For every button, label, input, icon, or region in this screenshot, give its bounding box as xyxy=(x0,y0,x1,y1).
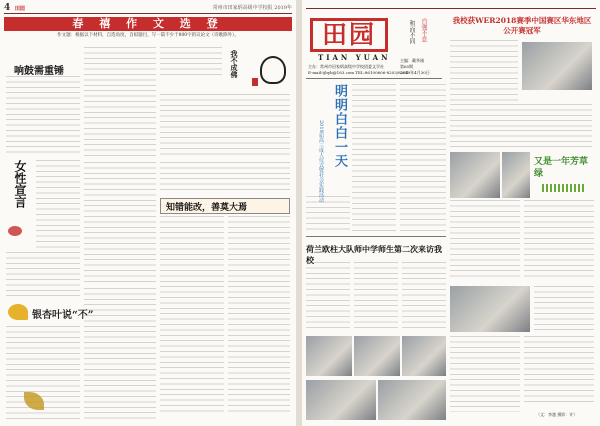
masthead-divider xyxy=(306,78,442,79)
article-title-1: 响鼓需重锤 xyxy=(14,66,64,77)
main-story-text-b xyxy=(400,84,446,232)
left-page xyxy=(0,0,296,426)
feature-text-d xyxy=(450,336,520,412)
article-text-3a xyxy=(160,162,290,194)
article-text-2b xyxy=(6,252,80,300)
section-banner: 春 禧 作 文 选 登 xyxy=(4,17,292,31)
article-text-2c xyxy=(84,162,156,282)
article-text-1c xyxy=(160,47,222,77)
subheadline-vertical: 2019届高三成人仪式暨社会实践活动 xyxy=(318,120,324,203)
ginkgo-leaf-icon xyxy=(8,304,28,320)
article-title-3: 知错能改，善莫大焉 xyxy=(166,203,248,213)
masthead-pinyin: TIAN YUAN xyxy=(318,53,391,62)
masthead-motto-2: 自强不息 xyxy=(420,18,427,42)
feature-text-c xyxy=(534,286,594,332)
article-text-1b xyxy=(84,47,156,159)
visit-photo-5 xyxy=(378,380,446,420)
date-line: 常州市田家炳高级中学校报 2019年 xyxy=(212,5,292,11)
headline-right-text-b xyxy=(450,104,592,128)
section-intro: 作文题：根据以下材料，自选角度，自拟题目，写一篇不少于800字的议论文（诗歌除外）。 xyxy=(57,33,239,38)
masthead-motto-1: 和而不同 xyxy=(408,20,415,44)
award-list xyxy=(450,130,592,150)
feature-text-e xyxy=(524,336,594,406)
ink-illustration xyxy=(226,48,292,92)
bottom-text-c xyxy=(402,262,446,332)
masthead-date: 2019年4月30日 xyxy=(400,70,430,75)
article-title-4: 银杏叶说“不” xyxy=(32,310,94,321)
headline-right: 我校获WER2018赛季中国赛区华东地区公开赛冠军 xyxy=(452,16,592,35)
class-photo xyxy=(450,286,530,332)
visit-photo-2 xyxy=(354,336,400,376)
masthead-publisher: 主办：常州市田家炳高级中学校团委文学社 xyxy=(308,64,384,69)
bottom-headline: 荷兰欧柱大队师中学师生第二次来访我校 xyxy=(306,244,442,265)
visit-photo-3 xyxy=(402,336,446,376)
headline-right-text-a xyxy=(450,40,518,102)
seal-stamp xyxy=(252,78,258,86)
article-text-1 xyxy=(6,76,80,156)
bottom-text-a xyxy=(306,262,350,332)
article-text-4b xyxy=(84,288,156,420)
masthead-logo: 田园 xyxy=(310,18,388,52)
article-text-3c xyxy=(228,216,290,416)
bottom-text-b xyxy=(354,262,398,332)
grass-decoration xyxy=(542,184,586,192)
visit-photo-4 xyxy=(306,380,376,420)
feature-photo-2 xyxy=(502,152,530,198)
main-story-text-c xyxy=(306,196,350,232)
headline-vertical: 明明白白一天 xyxy=(332,84,347,168)
page-number: 4 xyxy=(4,3,11,13)
feature-title: 又是一年芳草绿 xyxy=(534,157,589,179)
footer-author: （文：李越 摄影：许） xyxy=(536,412,578,417)
page-header-left xyxy=(4,3,292,14)
cat-illustration xyxy=(260,56,286,84)
red-brush-decoration xyxy=(8,226,22,236)
article-title-2: 女性宣言 xyxy=(13,160,27,208)
masthead-contact: E-mail:tjbyh@163.com TEL:86100606-8203/8204 xyxy=(308,70,409,75)
visit-photo-1 xyxy=(306,336,352,376)
feature-photo-1 xyxy=(450,152,500,198)
bottom-divider xyxy=(306,236,446,237)
masthead-editor: 主编：戴华刚 xyxy=(400,58,424,63)
feature-text-a xyxy=(450,200,520,280)
feature-text-b xyxy=(524,200,594,280)
paper-name: 田园 xyxy=(14,6,25,12)
masthead-issue: 第65期 xyxy=(400,64,414,69)
article-text-3b xyxy=(160,216,224,416)
robot-contest-photo xyxy=(522,42,592,90)
article-text-1d xyxy=(160,94,290,158)
masthead-top-rule xyxy=(306,8,596,9)
main-story-text-a xyxy=(352,84,396,232)
article-text-2 xyxy=(36,160,80,252)
vertical-art-text: 我不成佛 xyxy=(230,50,239,78)
